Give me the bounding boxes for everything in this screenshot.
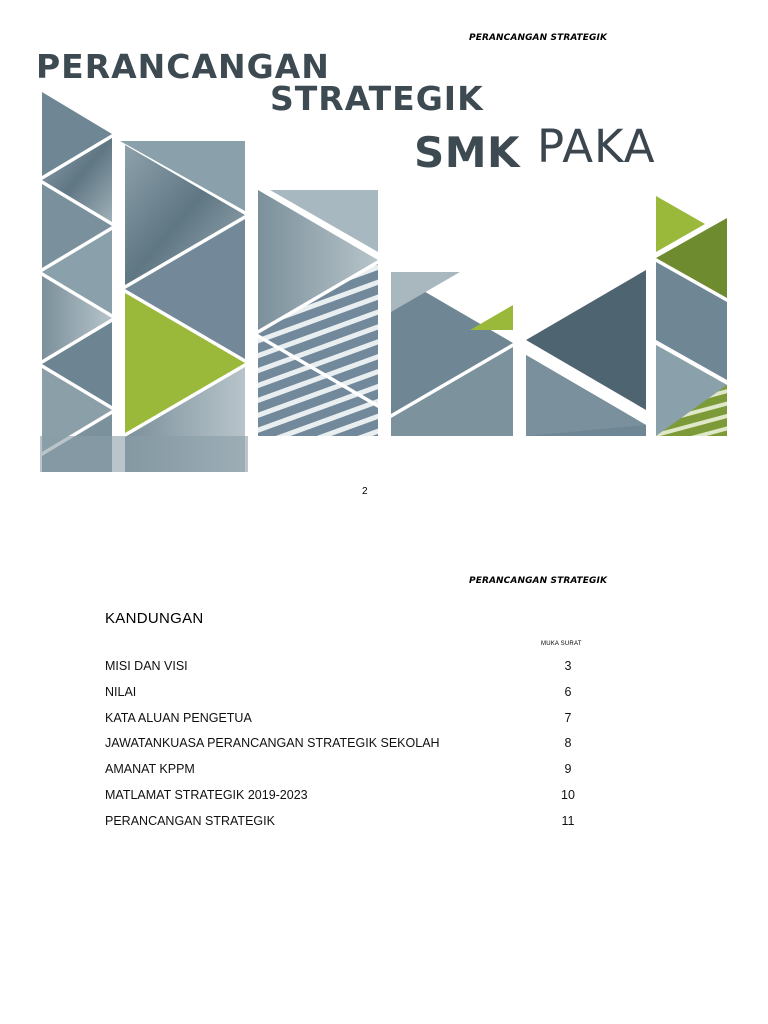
- toc-entry-page: 11: [561, 813, 575, 828]
- toc-entry-label: KATA ALUAN PENGETUA: [105, 710, 252, 725]
- cover-title-paka: PAKA: [537, 120, 656, 173]
- toc-entry-label: JAWATANKUASA PERANCANGAN STRATEGIK SEKOLAH: [105, 736, 440, 751]
- toc-entry-page: 6: [564, 684, 572, 699]
- cover-title-line2: STRATEGIK: [270, 79, 484, 118]
- toc-entry-label: AMANAT KPPM: [105, 762, 195, 777]
- toc-entry-page: 7: [564, 710, 572, 725]
- toc-entry-page: 9: [564, 762, 572, 777]
- toc-entry[interactable]: [0, 812, 768, 838]
- toc-list: [0, 657, 768, 838]
- toc-entry[interactable]: [0, 760, 768, 786]
- toc-entry-page: 8: [564, 736, 572, 751]
- toc-entry[interactable]: [0, 709, 768, 735]
- toc-entry-label: NILAI: [105, 684, 137, 699]
- toc-entry[interactable]: [0, 786, 768, 812]
- toc-entry-label: PERANCANGAN STRATEGIK: [105, 813, 275, 828]
- toc-title: KANDUNGAN: [105, 610, 204, 627]
- toc-entry[interactable]: [0, 734, 768, 760]
- toc-entry-label: MISI DAN VISI: [105, 659, 188, 673]
- running-header: PERANCANGAN STRATEGIK: [469, 33, 608, 43]
- mosaic-tile: [470, 305, 513, 330]
- toc-entry-label: MATLAMAT STRATEGIK 2019-2023: [105, 787, 308, 802]
- cover-title-smk: SMK: [414, 128, 521, 177]
- mosaic-bottom-strip: [40, 436, 248, 472]
- toc-entry[interactable]: [0, 657, 768, 683]
- page-number: 2: [362, 486, 368, 497]
- toc-entry-page: 10: [561, 787, 575, 802]
- toc-entry-page: 3: [564, 659, 572, 673]
- cover-title-line1: PERANCANGAN: [36, 47, 330, 86]
- toc-column-header: MUKA SURAT: [541, 641, 582, 647]
- running-header: PERANCANGAN STRATEGIK: [469, 576, 608, 586]
- toc-entry[interactable]: [0, 683, 768, 709]
